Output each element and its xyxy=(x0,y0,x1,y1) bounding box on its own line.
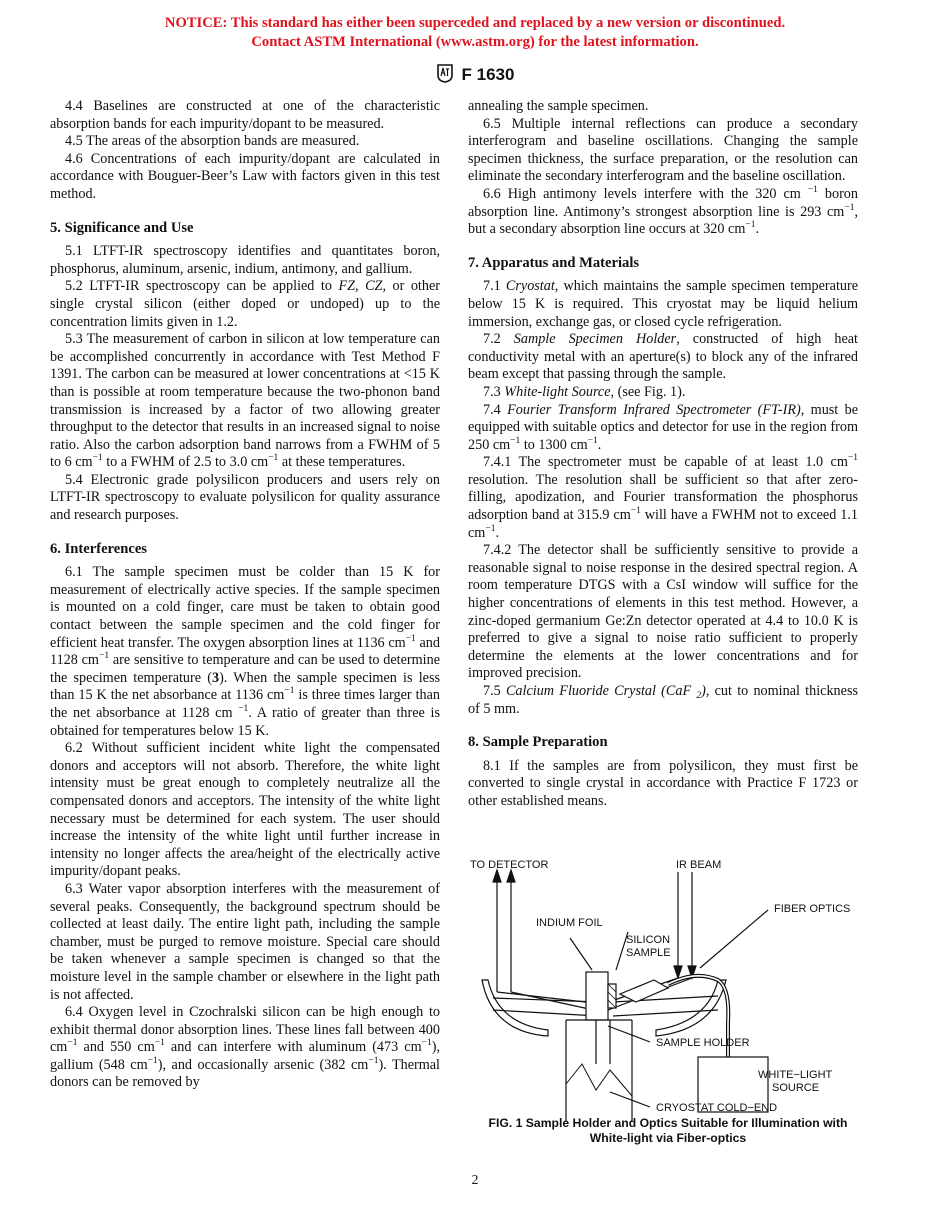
para-4-6: 4.6 Concentrations of each impurity/dopant are calculated in accordance with Bouguer-Beer’s Law with factors given in this test method. xyxy=(50,150,440,202)
label-source: SOURCE xyxy=(772,1082,820,1094)
page-header xyxy=(0,63,950,88)
label-silicon: SILICON xyxy=(626,934,671,946)
para-6-4: 6.4 Oxygen level in Czochralski silicon can be high enough to exhibit thermal donor absorption lines. These lines fall between 400 $cm^{-1}$ and 550 $cm^{-1}$ and can interfere with aluminum (473 $cm^{-1}$), gallium (548 $cm^{-1}$), and occasionally arsenic (382 $cm^{-1}$). Thermal donors can be removed by xyxy=(50,1004,441,1091)
label-cryostat: CRYOSTAT COLD−END xyxy=(656,1102,778,1114)
designation: F 1630 xyxy=(461,65,515,84)
heading-section-6: 6. Interferences xyxy=(50,540,147,557)
label-fiber-optics: FIBER OPTICS xyxy=(774,903,851,915)
para-6-4-continued: annealing the sample specimen. xyxy=(468,98,649,114)
left-column xyxy=(50,98,440,1092)
heading-section-7: 7. Apparatus and Materials xyxy=(468,254,640,271)
figure-1-diagram xyxy=(468,852,868,1124)
para-5-2: 5.2 LTFT-IR spectroscopy can be applied to FZ, CZ, or other single crystal silicon (either doped or undoped) up to the concentration limits given in 1.2. xyxy=(50,278,440,330)
astm-logo-icon xyxy=(436,63,454,88)
para-6-1: 6.1 The sample specimen must be colder than 15 K for measurement of electrically active species. If the sample specimen is mounted on a cold finger, care must be taken to obtain good contact between the sample specimen and the cold finger for efficient heat transfer. The oxygen absorption lines at 1136 $cm^{-1}$ and 1128 $cm^{-1}$ are sensitive to temperature and can be used to determine the specimen temperature (3). When the sample specimen is less than 15 K the net absorbance at 1136 $cm^{-1}$ is three times larger than the net absorbance at 1128 cm $^{-1}$. A ratio of greater than three is obtained for temperatures below 15 K. xyxy=(50,564,440,739)
para-7-4-1: 7.4.1 The spectrometer must be capable of at least 1.0 $cm^{-1}$ resolution. The resolution shall be sufficient so that after zero-filling, apodization, and Fourier transformation the phosphorus adsorption band at 315.9 $cm^{-1}$ will have a FWHM not to exceed 1.1 $cm^{-1}$. xyxy=(468,453,858,541)
label-indium-foil: INDIUM FOIL xyxy=(536,917,603,929)
heading-section-5: 5. Significance and Use xyxy=(50,219,194,236)
right-column xyxy=(468,98,858,811)
para-5-4: 5.4 Electronic grade polysilicon producers and users rely on LTFT-IR spectroscopy to evaluate polysilicon for quality assurance and research purposes. xyxy=(50,471,440,524)
notice-banner xyxy=(0,14,950,52)
label-sample-holder: SAMPLE HOLDER xyxy=(656,1037,750,1049)
para-7-5: 7.5 Calcium Fluoride Crystal (CaF $_2$), cut to nominal thickness of 5 mm. xyxy=(468,683,858,717)
para-7-4: 7.4 Fourier Transform Infrared Spectrometer (FT-IR), must be equipped with suitable optics and detector for use in the region from 250 $cm^{-1}$ to 1300 $cm^{-1}$. xyxy=(468,401,858,453)
label-ir-beam: IR BEAM xyxy=(676,859,722,871)
para-7-1: 7.1 Cryostat, which maintains the sample specimen temperature below 15 K is required. This cryostat may be liquid helium immersion, exchange gas, or closed cycle refrigeration. xyxy=(468,278,858,330)
para-8-1: 8.1 If the samples are from polysilicon, they must first be converted to single crystal in accordance with Practice F 1723 or other established means. xyxy=(468,757,858,809)
para-7-4-2: 7.4.2 The detector shall be sufficiently sensitive to provide a reasonable signal to noise response in the desired spectral region. A room temperature DTGS with a CsI window will suffice for the higher concentrations of elements in this test method. However, a zinc-doped germanium Ge:Zn detector operated at 4.4 to 10.0 K is preferred to give a signal to noise ratio sufficient to properly determine the elements at the lower concentrations and for improved precision. xyxy=(468,542,858,682)
para-7-2: 7.2 Sample Specimen Holder, constructed of high heat conductivity metal with an aperture(s) to block any of the infrared beam except that passing through the sample. xyxy=(468,331,858,383)
caption-line-1: FIG. 1 Sample Holder and Optics Suitable for Illumination with xyxy=(488,1116,848,1130)
notice-line-2: Contact ASTM International (www.astm.org) for the latest information. xyxy=(251,34,699,50)
para-6-3: 6.3 Water vapor absorption interferes with the measurement of several peaks. Consequently, the background spectrum should be collected at least daily. The entire light path, including the sample chamber, must be purged to remove moisture. Special care should be taken whenever a sample specimen is changed so that the moisture level in the sample chamber or elsewhere in the light path is not affected. xyxy=(50,880,440,1003)
page-number: 2 xyxy=(471,1172,479,1187)
label-sample: SAMPLE xyxy=(626,947,671,959)
label-to-detector: TO DETECTOR xyxy=(470,859,549,871)
para-4-4: 4.4 Baselines are constructed at one of the characteristic absorption bands for each impurity/dopant to be measured. xyxy=(50,98,440,132)
caption-line-2: White-light via Fiber-optics xyxy=(589,1131,747,1145)
para-6-5: 6.5 Multiple internal reflections can produce a secondary interferogram and baseline oscillations. Changing the sample specimen thickness, the surface preparation, or the resolution can eliminate the secondary interferogram and the baseline oscillation. xyxy=(468,115,858,185)
heading-section-8: 8. Sample Preparation xyxy=(468,734,608,751)
para-7-3: 7.3 White-light Source, (see Fig. 1). xyxy=(483,383,686,400)
para-6-6: 6.6 High antimony levels interfere with the 320 cm $^{-1}$ boron absorption line. Antimony’s strongest absorption line is 293 $cm^{-1}$, but a secondary absorption line occurs at 320 $cm^{-1}$. xyxy=(468,184,858,238)
notice-line-1: NOTICE: This standard has either been superceded and replaced by a new version or discontinued. xyxy=(164,15,786,31)
label-white-light: WHITE−LIGHT xyxy=(758,1069,833,1081)
para-5-1: 5.1 LTFT-IR spectroscopy identifies and quantitates boron, phosphorus, aluminum, arsenic, indium, antimony, and gallium. xyxy=(50,243,440,277)
figure-1 xyxy=(468,852,868,1124)
para-4-5: 4.5 The areas of the absorption bands are measured. xyxy=(65,133,360,150)
figure-1-caption xyxy=(468,1116,868,1146)
para-6-2: 6.2 Without sufficient incident white light the compensated donors and acceptors will not absorb. Therefore, the white light intensity must be great enough to completely neutralize all the compensated donors and acceptors. The intensity of the white light necessary must be determined for each system. The user should increase the intensity of the white light until further increase in intensity no longer affects the area/height of the electrically active impurity/dopant peaks. xyxy=(50,740,440,880)
para-5-3: 5.3 The measurement of carbon in silicon at low temperature can be accomplished concurrently in accordance with Test Method F 1391. The carbon can be measured at lower concentrations at <15 K than is possible at room temperature because the two-phonon band transmission is increased by a factor of two allowing greater throughput to the detector that results in an increased signal to noise ratio. Also the carbon adsorption band narrows from a FWHM of 5 to 6 $cm^{-1}$ to a FWHM of 2.5 to 3.0 $cm^{-1}$ at these temperatures. xyxy=(50,331,440,471)
